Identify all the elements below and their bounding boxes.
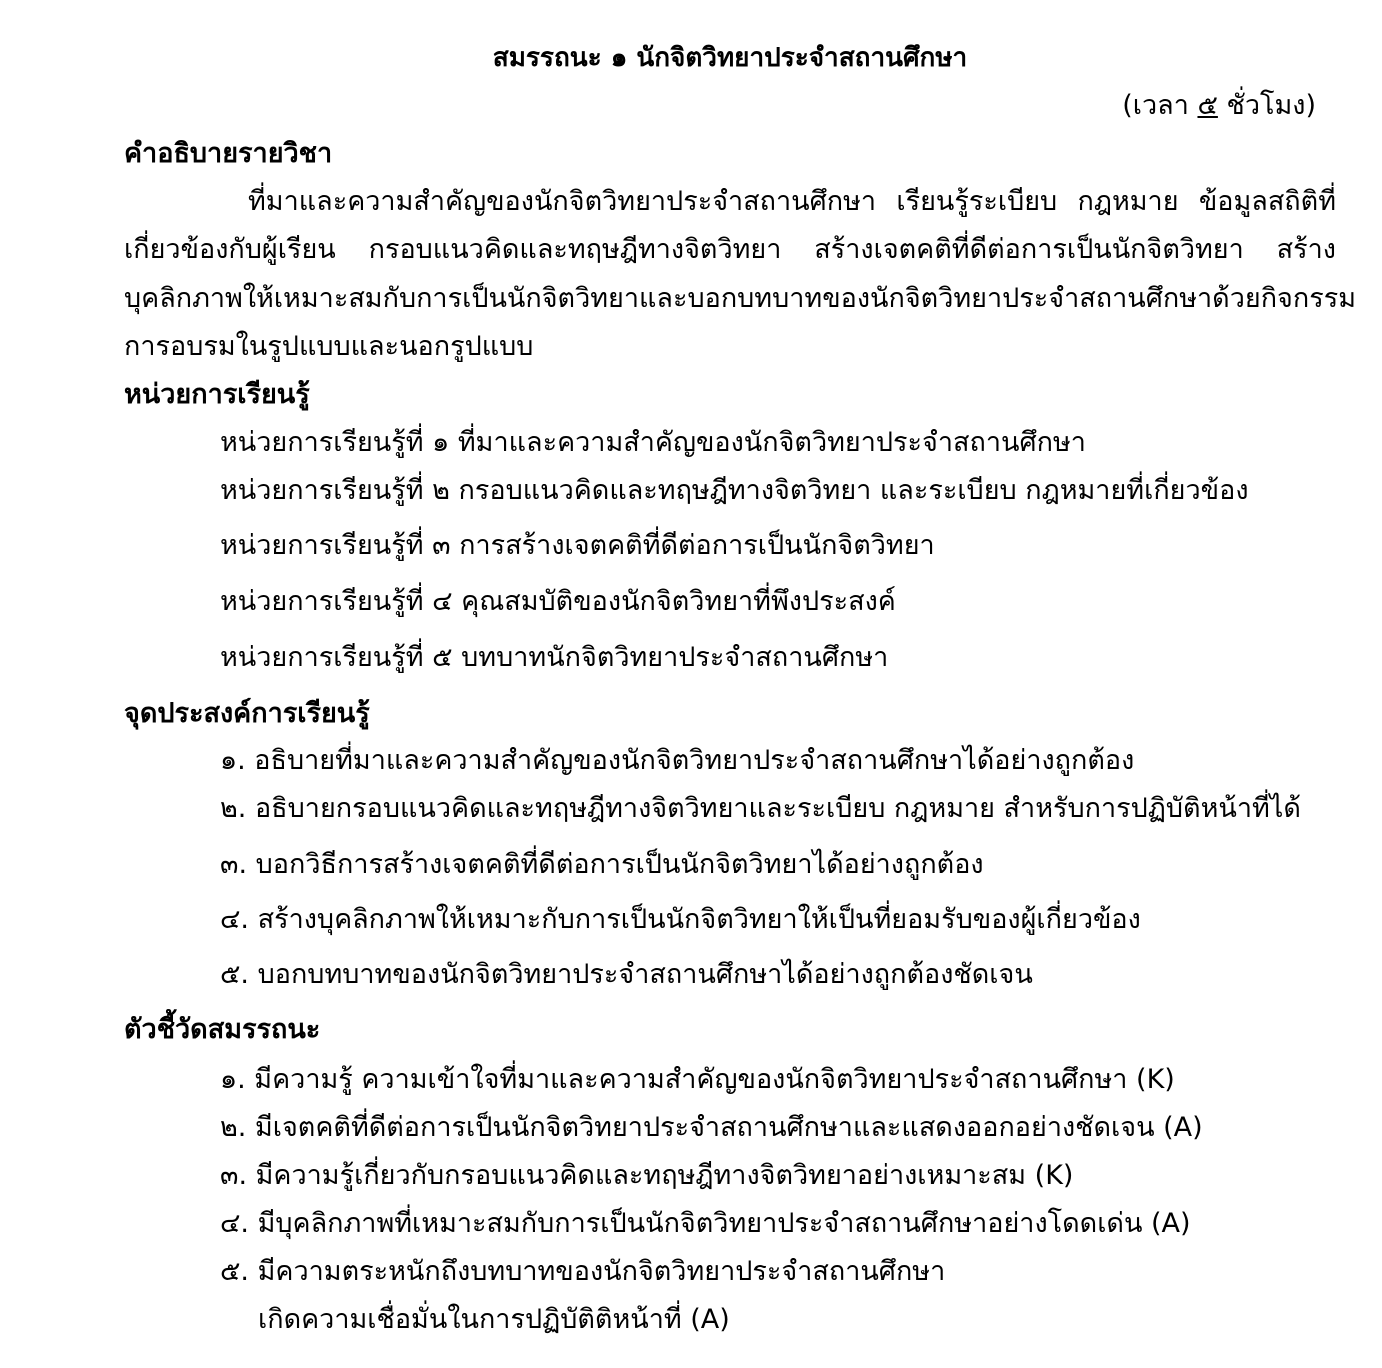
indicator-item: ๔. มีบุคลิกภาพที่เหมาะสมกับการเป็นนักจิตวิทยาประจำสถานศึกษาอย่างโดดเด่น (A) [220,1208,1191,1239]
objective-item: ๔. สร้างบุคลิกภาพให้เหมาะกับการเป็นนักจิตวิทยาให้เป็นที่ยอมรับของผู้เกี่ยวข้อง [220,904,1141,935]
unit-item: หน่วยการเรียนรู้ที่ ๕ บทบาทนักจิตวิทยาประจำสถานศึกษา [220,642,889,673]
description-heading: คำอธิบายรายวิชา [124,138,333,169]
time-allocation [1122,88,1316,124]
indicator-item: ๒. มีเจตคติที่ดีต่อการเป็นนักจิตวิทยาประจำสถานศึกษาและแสดงออกอย่างชัดเจน (A) [220,1112,1203,1143]
unit-item: หน่วยการเรียนรู้ที่ ๑ ที่มาและความสำคัญของนักจิตวิทยาประจำสถานศึกษา [220,427,1086,458]
description-line: การอบรมในรูปแบบและนอกรูปแบบ [124,331,534,362]
unit-item: หน่วยการเรียนรู้ที่ ๔ คุณสมบัติของนักจิตวิทยาที่พึงประสงค์ [220,586,896,617]
indicator-item: ๑. มีความรู้ ความเข้าใจที่มาและความสำคัญของนักจิตวิทยาประจำสถานศึกษา (K) [220,1064,1175,1095]
time-hours: ๕ [1197,90,1218,121]
indicator-item: ๓. มีความรู้เกี่ยวกับกรอบแนวคิดและทฤษฎีทางจิตวิทยาอย่างเหมาะสม (K) [220,1160,1074,1191]
objective-item: ๕. บอกบทบาทของนักจิตวิทยาประจำสถานศึกษาได้อย่างถูกต้องชัดเจน [220,959,1033,990]
description-line: เกี่ยวข้องกับผู้เรียน กรอบแนวคิดและทฤษฎีทางจิตวิทยา สร้างเจตคติที่ดีต่อการเป็นนักจิตวิทยา สร้าง [124,234,1336,265]
indicator-item: ๕. มีความตระหนักถึงบทบาทของนักจิตวิทยาประจำสถานศึกษา [220,1256,946,1287]
description-line: ที่มาและความสำคัญของนักจิตวิทยาประจำสถานศึกษา เรียนรู้ระเบียบ กฎหมาย ข้อมูลสถิติที่ [248,186,1336,217]
indicators-heading: ตัวชี้วัดสมรรถนะ [124,1014,321,1045]
description-line: บุคลิกภาพให้เหมาะสมกับการเป็นนักจิตวิทยาและบอกบทบาทของนักจิตวิทยาประจำสถานศึกษาด้วยกิจกรรม [124,283,1357,314]
objective-item: ๑. อธิบายที่มาและความสำคัญของนักจิตวิทยาประจำสถานศึกษาได้อย่างถูกต้อง [220,745,1135,776]
time-suffix: ชั่วโมง) [1217,90,1316,121]
unit-item: หน่วยการเรียนรู้ที่ ๓ การสร้างเจตคติที่ดีต่อการเป็นนักจิตวิทยา [220,530,935,561]
objective-item: ๓. บอกวิธีการสร้างเจตคติที่ดีต่อการเป็นนักจิตวิทยาได้อย่างถูกต้อง [220,849,984,880]
page-title: สมรรถนะ ๑ นักจิตวิทยาประจำสถานศึกษา [492,43,968,73]
units-heading: หน่วยการเรียนรู้ [124,379,310,410]
objectives-heading: จุดประสงค์การเรียนรู้ [124,698,370,729]
unit-item: หน่วยการเรียนรู้ที่ ๒ กรอบแนวคิดและทฤษฎีทางจิตวิทยา และระเบียบ กฎหมายที่เกี่ยวข้อง [220,475,1249,506]
time-prefix: (เวลา [1122,90,1198,121]
indicator-continuation: เกิดความเชื่อมั่นในการปฏิบัติติหน้าที่ (A) [258,1304,730,1335]
objective-item: ๒. อธิบายกรอบแนวคิดและทฤษฎีทางจิตวิทยาและระเบียบ กฎหมาย สำหรับการปฏิบัติหน้าที่ได้ [220,793,1301,824]
